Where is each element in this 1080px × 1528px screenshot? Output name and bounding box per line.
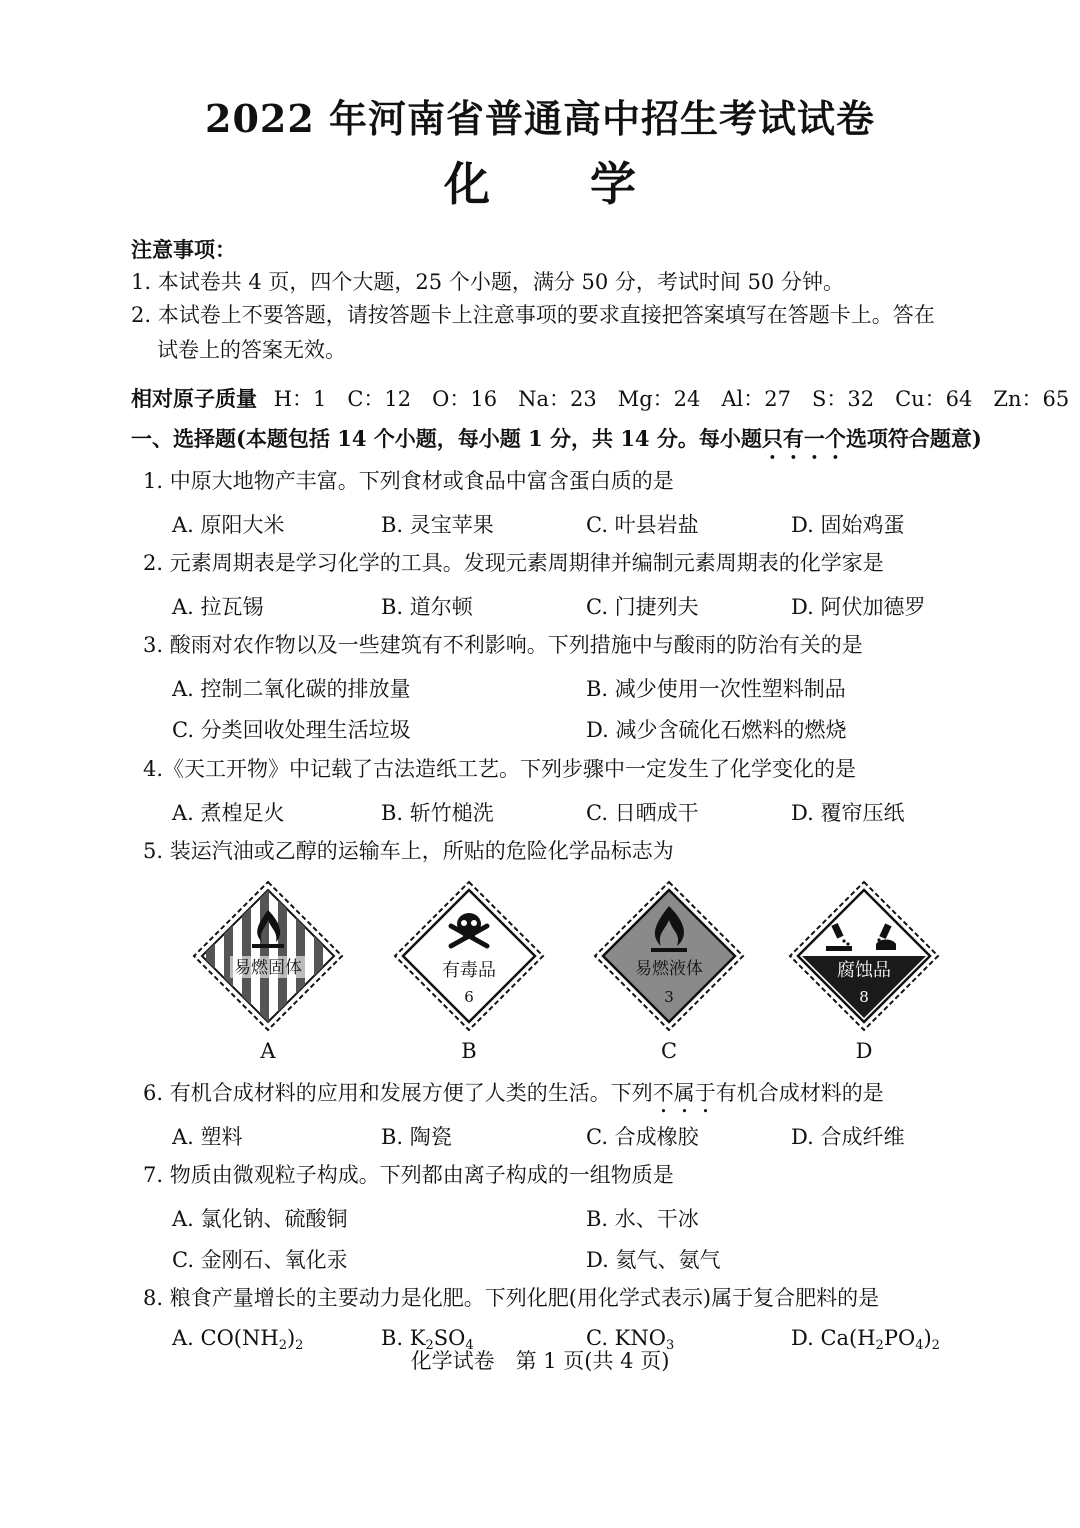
section-1-heading-emph: 只有一个: [761, 426, 846, 451]
sign-c-letter: C: [660, 1039, 678, 1063]
hazard-sign-flammable-solid: [192, 880, 344, 1032]
sign-a-label: 易燃固体: [234, 958, 302, 978]
q1-option-d: D. 固始鸡蛋: [791, 513, 905, 537]
q4-text: 4.《天工开物》中记载了古法造纸工艺。下列步骤中一定发生了化学变化的是: [143, 757, 857, 781]
q6-option-b: B. 陶瓷: [381, 1125, 452, 1149]
q3-option-c: C. 分类回收处理生活垃圾: [172, 718, 411, 742]
q6-option-a: A. 塑料: [172, 1125, 243, 1149]
notice-item-2-cont: 试卷上的答案无效。: [157, 338, 346, 362]
q7-option-d: D. 氦气、氨气: [586, 1248, 721, 1272]
section-1-heading-a: 一、选择题(本题包括 14 个小题，每小题 1 分，共 14 分。每小题: [131, 426, 762, 451]
q4-option-c: C. 日晒成干: [586, 801, 699, 825]
notice-item-1: 1. 本试卷共 4 页，四个大题，25 个小题，满分 50 分，考试时间 50 分钟。: [131, 270, 844, 294]
q6-option-d: D. 合成纤维: [791, 1125, 905, 1149]
q8-option-b: B. $K_2SO_4$: [381, 1326, 474, 1353]
atomic-mass-label: 相对原子质量: [131, 386, 257, 411]
sign-c-label: 易燃液体: [635, 959, 703, 979]
notice-heading: 注意事项：: [131, 237, 236, 262]
q7-option-b: B. 水、干冰: [586, 1207, 699, 1231]
q3-text: 3. 酸雨对农作物以及一些建筑有不利影响。下列措施中与酸雨的防治有关的是: [143, 633, 863, 657]
subject-title: 化学: [444, 157, 736, 211]
q6-text-b: 有机合成材料的是: [715, 1081, 884, 1105]
q3-option-b: B. 减少使用一次性塑料制品: [586, 677, 846, 701]
q8-option-a: A. $CO(NH_2)_2$: [172, 1326, 304, 1353]
q1-option-a: A. 原阳大米: [172, 513, 285, 537]
atomic-mass-values: H：1 C：12 O：16 Na：23 Mg：24 Al：27 S：32 Cu：64 Zn：65: [273, 387, 1070, 411]
page-footer: 化学试卷 第 1 页(共 4 页): [410, 1349, 670, 1373]
exam-title: 2022 年河南省普通高中招生考试试卷: [205, 96, 875, 141]
q7-option-a: A. 氯化钠、硫酸铜: [172, 1207, 348, 1231]
sign-b-letter: B: [461, 1039, 477, 1063]
q7-option-c: C. 金刚石、氧化汞: [172, 1248, 348, 1272]
q6-text-a: 6. 有机合成材料的应用和发展方便了人类的生活。下列: [143, 1081, 653, 1105]
q4-option-a: A. 煮楻足火: [172, 801, 285, 825]
hazard-sign-flammable-liquid: [593, 880, 745, 1032]
q6-text: [143, 1079, 884, 1118]
sign-d-number: 8: [859, 988, 869, 1006]
q2-option-d: D. 阿伏加德罗: [791, 595, 926, 619]
q8-option-d: D. $Ca(H_2PO_4)_2$: [791, 1326, 940, 1353]
q8-option-c: C. $KNO_3$: [586, 1326, 675, 1353]
section-1-heading: [131, 425, 982, 464]
notice-item-2: 2. 本试卷上不要答题，请按答题卡上注意事项的要求直接把答案填写在答题卡上。答在: [131, 303, 935, 327]
q4-option-b: B. 斩竹槌洗: [381, 801, 494, 825]
sign-d-label: 腐蚀品: [837, 960, 891, 981]
q5-text: 5. 装运汽油或乙醇的运输车上，所贴的危险化学品标志为: [143, 839, 674, 863]
hazard-sign-toxic: [393, 880, 545, 1032]
q6-text-emph: 不属于: [652, 1081, 716, 1105]
q3-option-d: D. 减少含硫化石燃料的燃烧: [586, 718, 847, 742]
q4-option-d: D. 覆帘压纸: [791, 801, 905, 825]
sign-b-number: 6: [464, 988, 474, 1006]
q2-option-a: A. 拉瓦锡: [172, 595, 264, 619]
q2-option-b: B. 道尔顿: [381, 595, 473, 619]
section-1-heading-b: 选项符合题意): [845, 426, 982, 451]
hazard-sign-corrosive: [788, 880, 940, 1032]
q1-option-c: C. 叶县岩盐: [586, 513, 699, 537]
q2-option-c: C. 门捷列夫: [586, 595, 699, 619]
q1-text: 1. 中原大地物产丰富。下列食材或食品中富含蛋白质的是: [143, 469, 674, 493]
q2-text: 2. 元素周期表是学习化学的工具。发现元素周期律并编制元素周期表的化学家是: [143, 551, 884, 575]
q7-text: 7. 物质由微观粒子构成。下列都由离子构成的一组物质是: [143, 1163, 674, 1187]
q6-option-c: C. 合成橡胶: [586, 1125, 699, 1149]
q8-text: 8. 粮食产量增长的主要动力是化肥。下列化肥(用化学式表示)属于复合肥料的是: [143, 1286, 880, 1310]
q1-option-b: B. 灵宝苹果: [381, 513, 494, 537]
sign-b-label: 有毒品: [442, 960, 496, 981]
sign-d-letter: D: [855, 1039, 873, 1063]
sign-c-number: 3: [664, 988, 674, 1006]
sign-a-letter: A: [260, 1039, 276, 1063]
q3-option-a: A. 控制二氧化碳的排放量: [172, 677, 411, 701]
atomic-mass-line: [131, 385, 1069, 413]
